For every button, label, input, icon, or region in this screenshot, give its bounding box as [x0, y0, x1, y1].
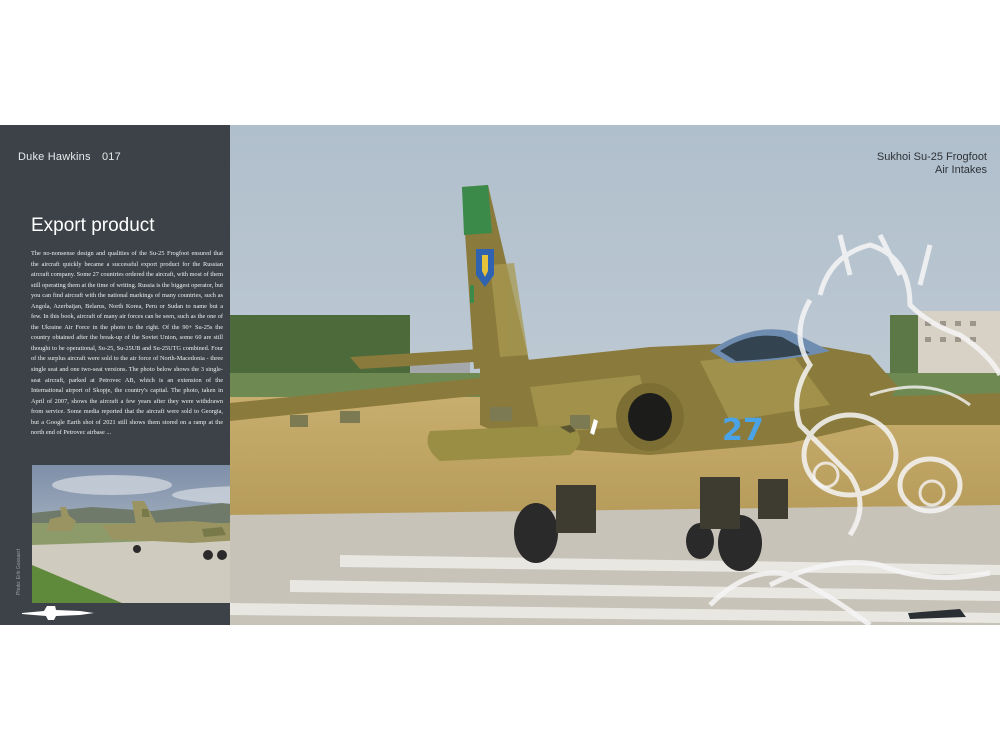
chapter-subtitle: Air Intakes — [935, 163, 987, 176]
section-body: The no-nonsense design and qualities of the Su-25 Frogfoot ensured that the aircraft quickly became a successful export product for the Russian aircraft company. Some 27 countries ordered the aircraft, with most of them still operating them at the time of writing. Russia is the biggest operator, but you can find aircraft with the national markings of many countries, such as Angola, Azerbaijan, Belarus, North Korea, Peru or Sudan to name but a few. In this book, aircraft of many air forces can be seen, such as the one of the Ukraine Air Force in the photo to the right. Of the 90+ Su-25s the country obtained after the break-up of the Soviet Union, some 60 are still thought to be operational, Su-25, Su-25UB and Su-25UTG combined. Four of the surplus aircraft were sold to the air force of North-Macedonia - three single seat and one two-seat versions. The photo below shows the 3 single-seat aircraft, parked at Petrovec AB, which is an extension of the International airport of Skopje, the country's capital. The photo, taken in April of 2007, shows the aircraft a few years after they were withdrawn from service. Some media reported that the aircraft were sold to Georgia, but a Google Earth shot of 2021 still shows them stored on a ramp at the north end of Petrovec airbase ... — [31, 250, 223, 437]
main-photo — [230, 125, 1000, 625]
book-spread — [0, 125, 1000, 625]
aircraft-number: 27 — [722, 413, 764, 448]
page-number: 017 — [101, 151, 121, 163]
chapter-title: Sukhoi Su-25 Frogfoot — [876, 151, 987, 163]
photo-credit: Photo: Erik Gossaert — [16, 548, 22, 595]
chapter-header — [877, 151, 987, 176]
book-title: Duke Hawkins — [18, 151, 91, 163]
page-header — [18, 151, 121, 163]
section-title: Export product — [31, 215, 155, 236]
